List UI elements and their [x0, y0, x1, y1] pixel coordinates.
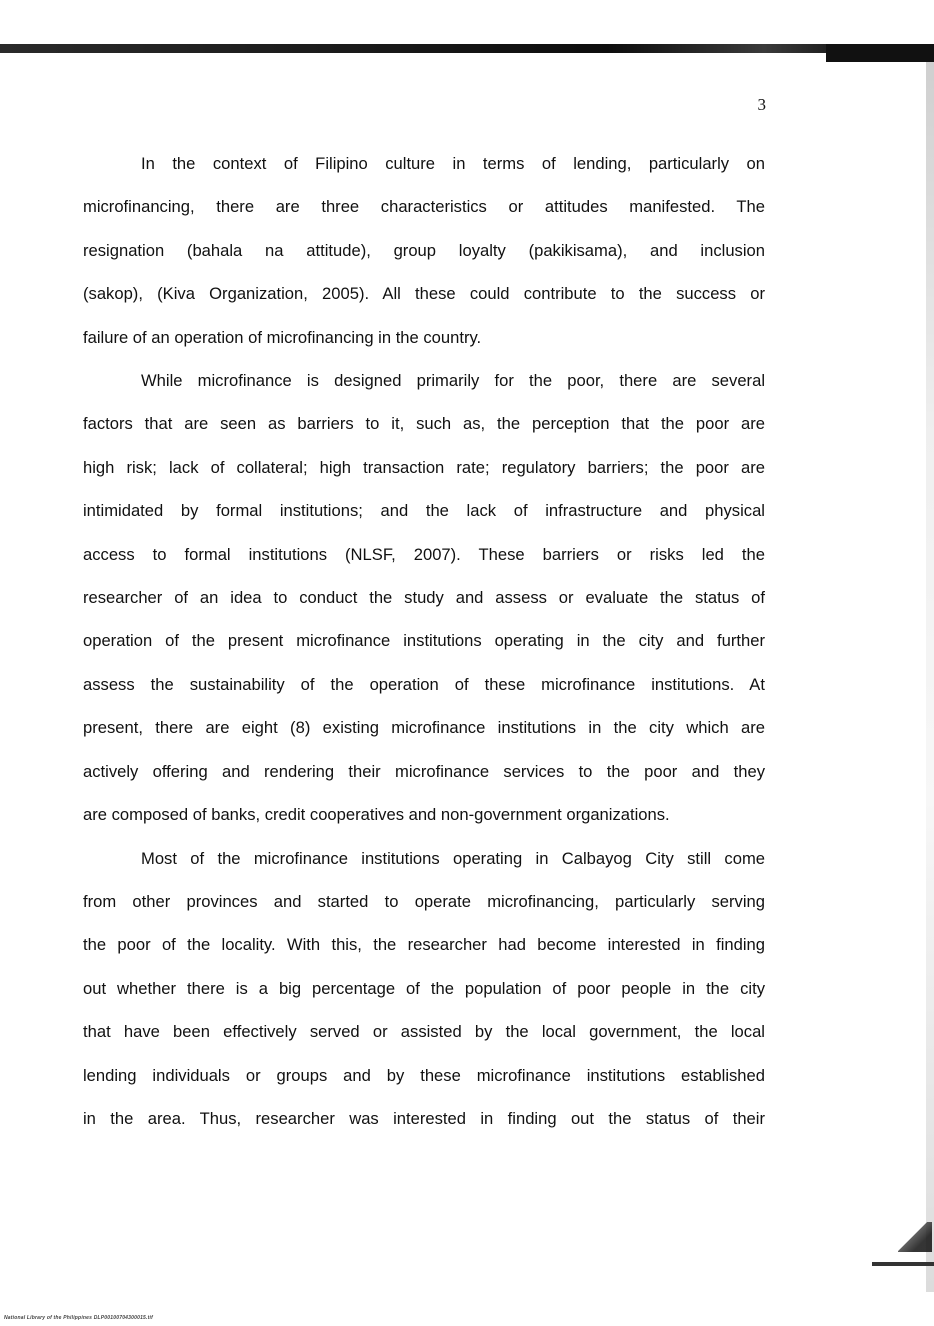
- paragraph-3-line-5: that have been effectively served or assisted by the local government, the local: [83, 1022, 765, 1042]
- paragraph-1-line-4: (sakop), (Kiva Organization, 2005). All these could contribute to the success or: [83, 284, 765, 304]
- paragraph-2-line-7: operation of the present microfinance institutions operating in the city and further: [83, 631, 765, 651]
- scan-top-border: [0, 44, 868, 53]
- paragraph-2-line-4: intimidated by formal institutions; and the lack of infrastructure and physical: [83, 501, 765, 521]
- paragraph-2-line-1: While microfinance is designed primarily for the poor, there are several: [141, 371, 765, 391]
- paragraph-2-line-2: factors that are seen as barriers to it, such as, the perception that the poor are: [83, 414, 765, 434]
- paragraph-1-line-2: microfinancing, there are three characteristics or attitudes manifested. The: [83, 197, 765, 217]
- paragraph-3-line-3: the poor of the locality. With this, the researcher had become interested in finding: [83, 935, 765, 955]
- paragraph-3-line-6: lending individuals or groups and by these microfinance institutions established: [83, 1065, 765, 1085]
- page-number: 3: [757, 95, 766, 114]
- paragraph-1-line-3: resignation (bahala na attitude), group loyalty (pakikisama), and inclusion: [83, 240, 765, 260]
- scan-footer-caption: National Library of the Philippines DLP00100704300015.tif: [4, 1315, 153, 1321]
- paragraph-2-line-10: actively offering and rendering their microfinance services to the poor and they: [83, 761, 765, 781]
- scan-right-edge: [926, 62, 934, 1292]
- paragraph-2-line-5: access to formal institutions (NLSF, 2007). These barriers or risks led the: [83, 544, 765, 564]
- paragraph-1-line-1: In the context of Filipino culture in terms of lending, particularly on: [141, 154, 765, 173]
- paragraph-2-line-3: high risk; lack of collateral; high transaction rate; regulatory barriers; the poor are: [83, 457, 765, 477]
- paragraph-2-line-6: researcher of an idea to conduct the study and assess or evaluate the status of: [83, 588, 765, 608]
- paragraph-1-line-5: failure of an operation of microfinancing in the country.: [83, 327, 482, 347]
- scan-top-border-right: [826, 44, 934, 62]
- paragraph-2-line-11: are composed of banks, credit cooperatives and non-government organizations.: [83, 805, 670, 825]
- paragraph-3-line-1: Most of the microfinance institutions operating in Calbayog City still come: [141, 848, 765, 868]
- paragraph-3-line-7: in the area. Thus, researcher was interested in finding out the status of their: [83, 1108, 765, 1128]
- scan-corner-mark: [898, 1222, 932, 1252]
- paragraph-3-line-4: out whether there is a big percentage of the population of poor people in the city: [83, 978, 765, 998]
- document-body: [83, 142, 765, 1140]
- scan-bottom-mark: [872, 1262, 934, 1266]
- paragraph-2-line-8: assess the sustainability of the operation of these microfinance institutions. At: [83, 674, 765, 694]
- paragraph-3-line-2: from other provinces and started to operate microfinancing, particularly serving: [83, 891, 765, 911]
- paragraph-2-line-9: present, there are eight (8) existing microfinance institutions in the city which are: [83, 718, 765, 738]
